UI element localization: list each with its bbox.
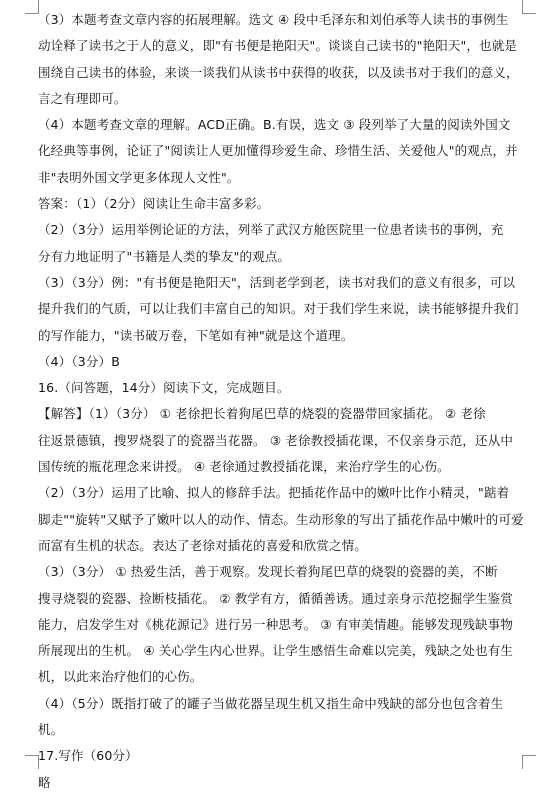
text-line: （3）（3分） ① 热爱生活，善于观察。发现长着狗尾巴草的烧裂的瓷器的美，不断 [38,564,498,580]
text-line: （4）本题考查文章的理解。ACD正确。B.有误，选文 ③ 段列举了大量的阅读外国文 [38,117,511,133]
text-line: 分有力地证明了"书籍是人类的挚友"的观点。 [38,248,291,264]
text-line: 机。 [38,722,64,738]
text-line: （4）（5分）既指打破了的罐子当做花器呈现生机又指生命中残缺的部分也包含着生 [38,695,504,711]
text-line: 提升我们的气质，可以让我们丰富自己的知识。对于我们学生来说，读书能够提升我们 [38,301,519,317]
text-line: （3）本题考查文章内容的拓展理解。选文 ④ 段中毛泽东和刘伯承等人读书的事例生 [38,12,509,27]
page-corner-mark-top-left [25,0,39,14]
text-line: 而富有生机的状态。表达了老徐对插花的喜爱和欣赏之情。 [38,537,367,553]
text-line: 化经典等事例，论证了"阅读让人更加懂得珍爱生命、珍惜生活、关爱他人"的观点，并 [38,143,518,159]
text-line: 的写作能力，"读书破万卷，下笔如有神"就是这个道理。 [38,327,354,343]
text-line: 所展现出的生机。 ④ 关心学生内心世界。让学生感悟生命难以完美，残缺之处也有生 [38,643,514,659]
text-line: 往返景德镇，搜罗烧裂了的瓷器当花器。 ③ 老徐教授插花课，不仅亲身示范，还从中 [38,432,514,448]
text-line: （2）（3分）运用举例论证的方法，列举了武汉方舱医院里一位患者读书的事例，充 [38,222,504,238]
text-line: 机，以此来治疗他们的心伤。 [38,669,203,685]
text-line: （2）（3分）运用了比喻、拟人的修辞手法。把插花作品中的嫩叶比作小精灵，"踮着 [38,485,510,501]
text-line: （4）（3分）B [38,353,120,369]
text-line: 非"表明外国文学更多体现人文性"。 [38,169,240,185]
question-17-heading: 17.写作（60分） [38,748,138,764]
text-line: （3）（3分）例："有书便是艳阳天"，活到老学到老，读书对我们的意义有很多，可以 [38,274,516,290]
text-line: 言之有理即可。 [38,90,127,106]
text-line: 搜寻烧裂的瓷器、捡断枝插花。 ② 教学有方，循循善诱。通过亲身示范挖掘学生鉴赏 [38,590,514,606]
text-line: 【解答】（1）（3分） ① 老徐把长着狗尾巴草的烧裂的瓷器带回家插花。 ② 老徐 [38,406,486,422]
text-line: 动诠释了读书之于人的意义，即"有书便是艳阳天"。谈谈自己读书的"艳阳天"，也就是 [38,38,517,54]
page-corner-mark-bottom-left [25,755,39,769]
text-line: 能力，启发学生对《桃花源记》进行另一种思考。 ③ 有审美情趣。能够发现残缺事物 [38,616,514,632]
answer-heading-line: 答案：（1）（2分）阅读让生命丰富多彩。 [38,196,270,212]
text-line: 围绕自己读书的体验，来谈一谈我们从读书中获得的收获，以及读书对于我们的意义， [38,64,519,80]
text-line: 国传统的瓶花理念来讲授。 ④ 老徐通过教授插花课，来治疗学生的心伤。 [38,459,450,475]
text-line: 略 [38,774,51,790]
document-body [38,7,525,796]
question-16-heading: 16.（问答题，14分）阅读下文，完成题目。 [38,380,290,396]
text-line: 脚走""旋转"又赋予了嫩叶以人的动作、情态。生动形象的写出了插花作品中嫩叶的可爱 [38,511,524,527]
